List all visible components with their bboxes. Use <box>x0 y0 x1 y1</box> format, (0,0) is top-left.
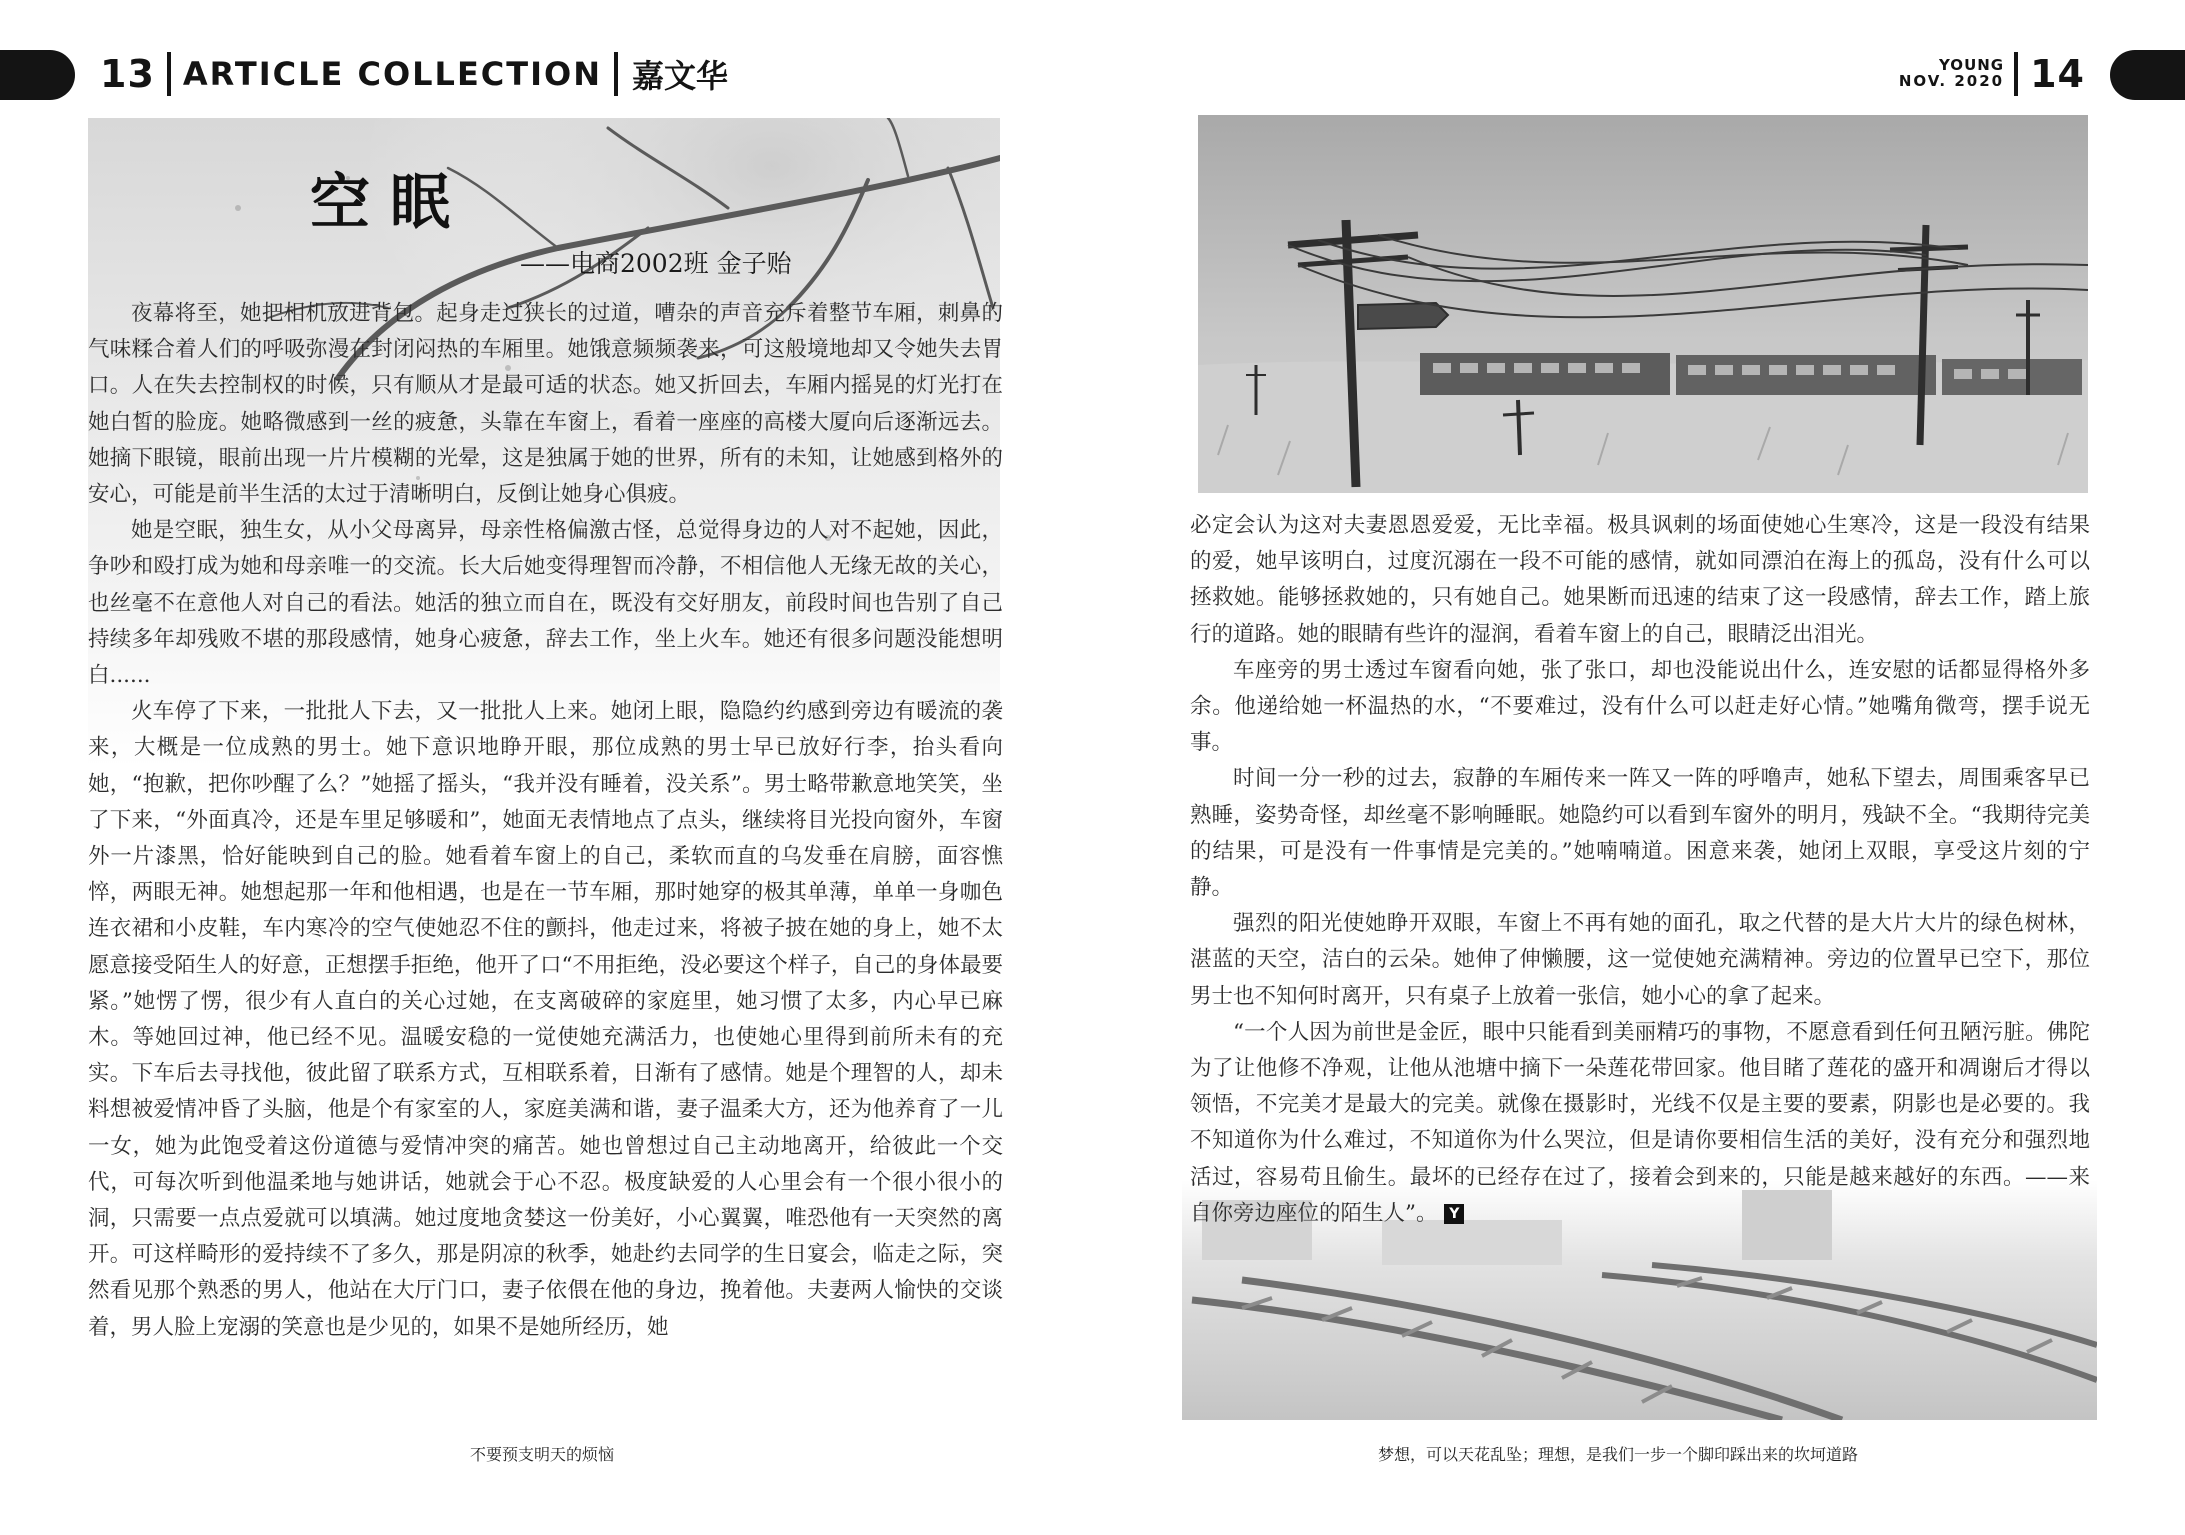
left-page-tab <box>0 50 75 100</box>
issue-date: NOV. 2020 <box>1898 72 2005 90</box>
right-footer: 梦想，可以天花乱坠；理想，是我们一步一个脚印踩出来的坎坷道路 <box>1378 1445 1859 1464</box>
end-mark: Y <box>1444 1204 1464 1224</box>
article-paragraph: 时间一分一秒的过去，寂静的车厢传来一阵又一阵的呼噜声，她私下望去，周围乘客早已熟睡，姿势奇怪，却丝毫不影响睡眠。她隐约可以看到车窗外的明月，残缺不全。“我期待完美的结果，可是没有一件事情是完美的。”她喃喃道。困意来袭，她闭上双眼，享受这片刻的宁静。 <box>1190 766 2090 901</box>
article-title: 空眠 <box>310 168 470 238</box>
header-divider <box>614 52 618 96</box>
header-divider <box>2014 52 2018 96</box>
article-paragraph: 火车停了下来，一批批人下去，又一批批人上来。她闭上眼，隐隐约约感到旁边有暖流的袭来，大概是一位成熟的男士。她下意识地睁开眼，那位成熟的男士早已放好行李，抬头看向她，“抱歉，把你吵醒了么？”她摇了摇头，“我并没有睡着，没关系”。男士略带歉意地笑笑，坐了下来，“外面真冷，还是车里足够暖和”，她面无表情地点了点头，继续将目光投向窗外，车窗外一片漆黑，恰好能映到自己的脸。她看着车窗上的自己，柔软而直的乌发垂在肩膀，面容憔悴，两眼无神。她想起那一年和他相遇，也是在一节车厢，那时她穿的极其单薄，单单一身咖色连衣裙和小皮鞋，车内寒冷的空气使她忍不住的颤抖，他走过来，将被子披在她的身上，她不太愿意接受陌生人的好意，正想摆手拒绝，他开了口“不用拒绝，没必要这个样子，自己的身体最要紧。”她愣了愣，很少有人直白的关心过她，在支离破碎的家庭里，她习惯了太多，内心早已麻木。等她回过神，他已经不见。温暖安稳的一觉使她充满活力，也使她心里得到前所未有的充实。下车后去寻找他，彼此留了联系方式，互相联系着，日渐有了感情。她是个理智的人，却未料想被爱情冲昏了头脑，他是个有家室的人，家庭美满和谐，妻子温柔大方，还为他养育了一儿一女，她为此饱受着这份道德与爱情冲突的痛苦。她也曾想过自己主动地离开，给彼此一个交代，可每次听到他温柔地与她讲话，她就会于心不忍。极度缺爱的人心里会有一个很小很小的洞，只需要一点点爱就可以填满。她过度地贪婪这一份美好，小心翼翼，唯恐他有一天突然的离开。可这样畸形的爱持续不了多久，那是阴凉的秋季，她赴约去同学的生日宴会，临走之际，突然看见那个熟悉的男人，他站在大厅门口，妻子依偎在他的身边，挽着他。夫妻两人愉快的交谈着，男人脸上宠溺的笑意也是少见的，如果不是她所经历，她 <box>88 699 1003 1340</box>
article-author: ——电商2002班 金子贻 <box>520 249 792 278</box>
right-text-column <box>1190 508 2090 1232</box>
left-footer: 不要预支明天的烦恼 <box>470 1445 615 1464</box>
article-paragraph: 她是空眠，独生女，从小父母离异，母亲性格偏激古怪，总觉得身边的人对不起她，因此，争吵和殴打成为她和母亲唯一的交流。长大后她变得理智而冷静，不相信他人无缘无故的关心，也丝毫不在意他人对自己的看法。她活的独立而自在，既没有交好朋友，前段时间也告别了自己持续多年却残败不堪的那段感情，她身心疲惫，辞去工作，坐上火车。她还有很多问题没能想明白...... <box>88 518 1003 689</box>
right-page-number: 14 <box>2030 52 2085 96</box>
right-header <box>1899 48 2085 100</box>
right-page-tab <box>2110 50 2185 100</box>
collection-title: ARTICLE COLLECTION <box>182 55 602 93</box>
article-final-paragraph <box>1190 1015 2090 1232</box>
issue-info <box>1899 58 2004 90</box>
header-divider <box>167 52 171 96</box>
article-paragraph: 车座旁的男士透过车窗看向她，张了张口，却也没能说出什么，连安慰的话都显得格外多余。他递给她一杯温热的水，“不要难过，没有什么可以赶走好心情。”她嘴角微弯，摆手说无事。 <box>1190 657 2090 756</box>
magazine-name: YOUNG <box>1938 56 2005 75</box>
article-paragraph: 必定会认为这对夫妻恩恩爱爱，无比幸福。极具讽刺的场面使她心生寒冷，这是一段没有结果的爱，她早该明白，过度沉溺在一段不可能的感情，就如同漂泊在海上的孤岛，没有什么可以拯救她。能够拯救她的，只有她自己。她果断而迅速的结束了这一段感情，辞去工作，踏上旅行的道路。她的眼睛有些许的湿润，看着车窗上的自己，眼睛泛出泪光。 <box>1190 513 2090 647</box>
brand-name: 嘉文华 <box>632 57 729 95</box>
left-text-column <box>88 296 1003 1346</box>
left-page-number: 13 <box>100 52 155 96</box>
letter-text: “一个人因为前世是金匠，眼中只能看到美丽精巧的事物，不愿意看到任何丑陋污脏。佛陀为了让他修不净观，让他从池塘中摘下一朵莲花带回家。他目睹了莲花的盛开和凋谢后才得以领悟，不完美才是最大的完美。就像在摄影时，光线不仅是主要的要素，阴影也是必要的。我不知道你为什么难过，不知道你为什么哭泣，但是请你要相信生活的美好，没有充分和强烈地活过，容易苟且偷生。最坏的已经存在过了，接着会到来的，只能是越来越好的东西。——来自你旁边座位的陌生人”。 <box>1190 1019 2090 1226</box>
article-paragraph: 夜幕将至，她把相机放进背包。起身走过狭长的过道，嘈杂的声音充斥着整节车厢，刺鼻的气味糅合着人们的呼吸弥漫在封闭闷热的车厢里。她饿意频频袭来，可这般境地却又令她失去胃口。人在失去控制权的时候，只有顺从才是最可适的状态。她又折回去，车厢内摇晃的灯光打在她白皙的脸庞。她略微感到一丝的疲惫，头靠在车窗上，看着一座座的高楼大厦向后逐渐远去。她摘下眼镜，眼前出现一片片模糊的光晕，这是独属于她的世界，所有的未知，让她感到格外的安心，可能是前半生活的太过于清晰明白，反倒让她身心俱疲。 <box>88 301 1003 508</box>
train-illustration <box>1198 115 2088 493</box>
left-header <box>100 48 728 100</box>
article-paragraph: 强烈的阳光使她睁开双眼，车窗上不再有她的面孔，取之代替的是大片大片的绿色树林，湛蓝的天空，洁白的云朵。她伸了伸懒腰，这一觉使她充满精神。旁边的位置早已空下，那位男士也不知何时离开，只有桌子上放着一张信，她小心的拿了起来。 <box>1190 911 2090 1009</box>
